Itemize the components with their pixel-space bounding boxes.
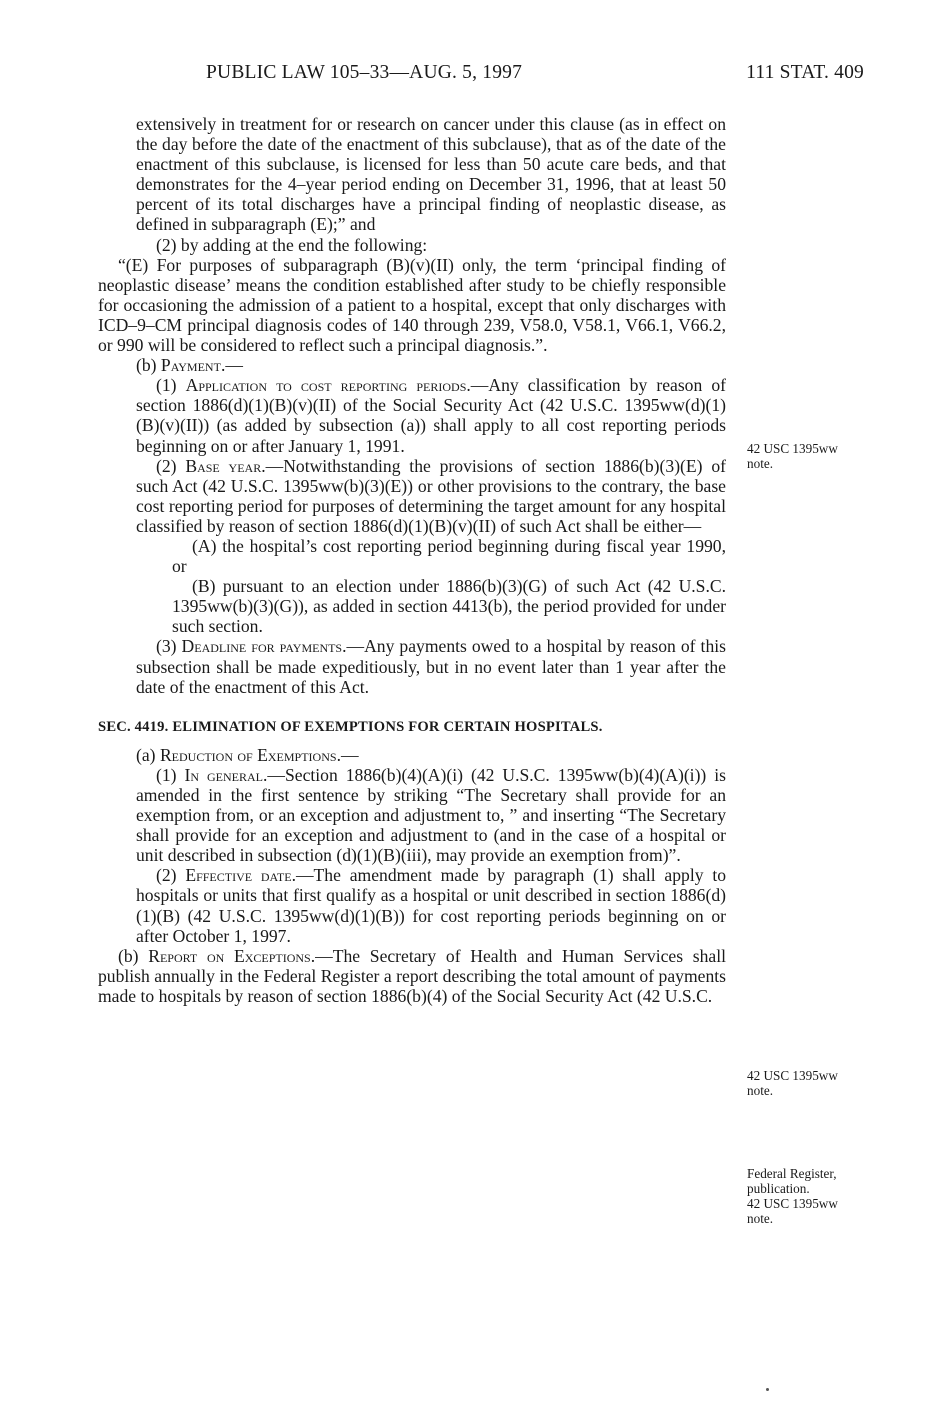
paragraph-a1 bbox=[98, 765, 726, 865]
num: (2) bbox=[156, 865, 186, 886]
margin-note-2 bbox=[747, 1068, 838, 1098]
heading: In general bbox=[184, 764, 263, 785]
num: (3) bbox=[156, 636, 182, 657]
paragraph-continuation: extensively in treatment for or research on cancer under this clause (as in effect on the day before the date of the enactment of this subclause), that as of the date of the enactment of this subclause, is licensed for less than 50 acute care beds, and that demonstrates for the 4–year period ending on December 31, 1996, that at least 50 percent of its total discharges have a principal finding of neoplastic disease, as defined in subparagraph (E);” and bbox=[136, 114, 726, 235]
heading: Reduction of Exemptions bbox=[159, 744, 337, 765]
paragraph-b2 bbox=[98, 456, 726, 536]
note-line: 42 USC 1395ww bbox=[747, 1068, 838, 1083]
note-line: publication. bbox=[747, 1181, 810, 1196]
paragraph-b2-a: (A) the hospital’s cost reporting period beginning during fiscal year 1990, or bbox=[172, 535, 726, 577]
num: (1) bbox=[156, 375, 186, 396]
heading: Deadline for payments bbox=[181, 636, 343, 657]
text: .—Section 1886(b)(4)(A)(i) (42 U.S.C. 1395ww(b)(4)(A)(i)) is amended in the first sentence by striking “The Secretary shall provide for an exemption from, or an exception and adjustment to, ” and inserting “The Secretary shall provide for an exception and adjustment to (and in the case of a hospital or unit described in subsection (d)(1)(B)(iii), may provide an exemption from)”. bbox=[136, 764, 726, 866]
text: .—The Secretary of Health and Human Services shall publish annually in the Federal Register a report describing the total amount of payments made to hospitals by reason of section 1886(b)(4) of the Social Security Act (42 U.S.C. bbox=[98, 945, 726, 1006]
heading: Application to cost reporting periods bbox=[185, 375, 467, 396]
heading: Report on Exceptions bbox=[148, 945, 311, 966]
section-heading: SEC. 4419. ELIMINATION OF EXEMPTIONS FOR CERTAIN HOSPITALS. bbox=[98, 718, 603, 735]
heading: Base year bbox=[185, 455, 262, 476]
paragraph-subparagraph-e: “(E) For purposes of subparagraph (B)(v)(II) only, the term ‘principal finding of neoplastic disease’ means the condition established after study to be chiefly responsible for occasioning the admission of a patient to a hospital, except that only discharges with ICD–9–CM principal diagnosis codes of 140 through 239, V58.0, V58.1, V66.1, V66.2, or 990 will be considered to reflect such a principal diagnosis.”. bbox=[98, 254, 726, 356]
text: .—Notwithstanding the provisions of section 1886(b)(3)(E) of such Act (42 U.S.C. 1395ww(b)(3)(E)) or other provisions to the contrary, the base cost reporting period for purposes of determining the target amount for any hospital classified by reason of section 1886(d)(1)(B)(v)(II) of such Act shall be either— bbox=[136, 455, 726, 536]
heading: Effective date bbox=[185, 865, 292, 886]
paragraph-a2 bbox=[98, 865, 726, 945]
body-text bbox=[98, 114, 726, 1006]
tail: .— bbox=[336, 744, 359, 765]
note-line: Federal Register, bbox=[747, 1166, 837, 1181]
note-line: note. bbox=[747, 456, 774, 471]
label: (a) bbox=[136, 744, 160, 765]
text: .—Any payments owed to a hospital by reason of this subsection shall be made expeditiously, but in no event later than 1 year after the date of the enactment of this Act. bbox=[136, 636, 726, 697]
text: .—Any classification by reason of section 1886(d)(1)(B)(v)(II) of the Social Security Act (42 U.S.C. 1395ww(d)(1)(B)(v)(II)) (as added by subsection (a)) shall apply to all cost reporting periods beginning on or after January 1, 1991. bbox=[136, 375, 726, 456]
note-line: note. bbox=[747, 1211, 774, 1226]
scan-speck bbox=[766, 1388, 769, 1391]
heading: Payment bbox=[160, 355, 221, 376]
note-line: 42 USC 1395ww bbox=[747, 1196, 838, 1211]
note-line: 42 USC 1395ww bbox=[747, 441, 838, 456]
num: (1) bbox=[156, 764, 185, 785]
note-line: note. bbox=[747, 1083, 774, 1098]
text: .—The amendment made by paragraph (1) shall apply to hospitals or units that first qualify as a hospital or unit described in section 1886(d)(1)(B) (42 U.S.C. 1395ww(d)(1)(B)) for cost reporting periods beginning on or after October 1, 1997. bbox=[136, 865, 726, 946]
label: (b) bbox=[136, 355, 161, 376]
label: (b) bbox=[118, 945, 149, 966]
running-header bbox=[98, 62, 864, 92]
header-stat-page: 111 STAT. 409 bbox=[746, 62, 864, 83]
paragraph-adding: (2) by adding at the end the following: bbox=[156, 234, 428, 255]
paragraph-b3 bbox=[98, 636, 726, 696]
tail: .— bbox=[220, 355, 243, 376]
margin-note-3 bbox=[747, 1166, 838, 1226]
margin-note-1 bbox=[747, 441, 838, 471]
header-title: PUBLIC LAW 105–33—AUG. 5, 1997 bbox=[206, 62, 523, 83]
subsection-b-report bbox=[98, 946, 726, 1006]
num: (2) bbox=[156, 455, 186, 476]
subsection-a-reduction bbox=[98, 745, 726, 765]
subsection-b-payment bbox=[98, 355, 726, 375]
paragraph-b1 bbox=[98, 375, 726, 455]
paragraph-b2-b: (B) pursuant to an election under 1886(b)(3)(G) of such Act (42 U.S.C. 1395ww(b)(3)(G)), as added in section 4413(b), the period provided for under such section. bbox=[172, 576, 726, 637]
